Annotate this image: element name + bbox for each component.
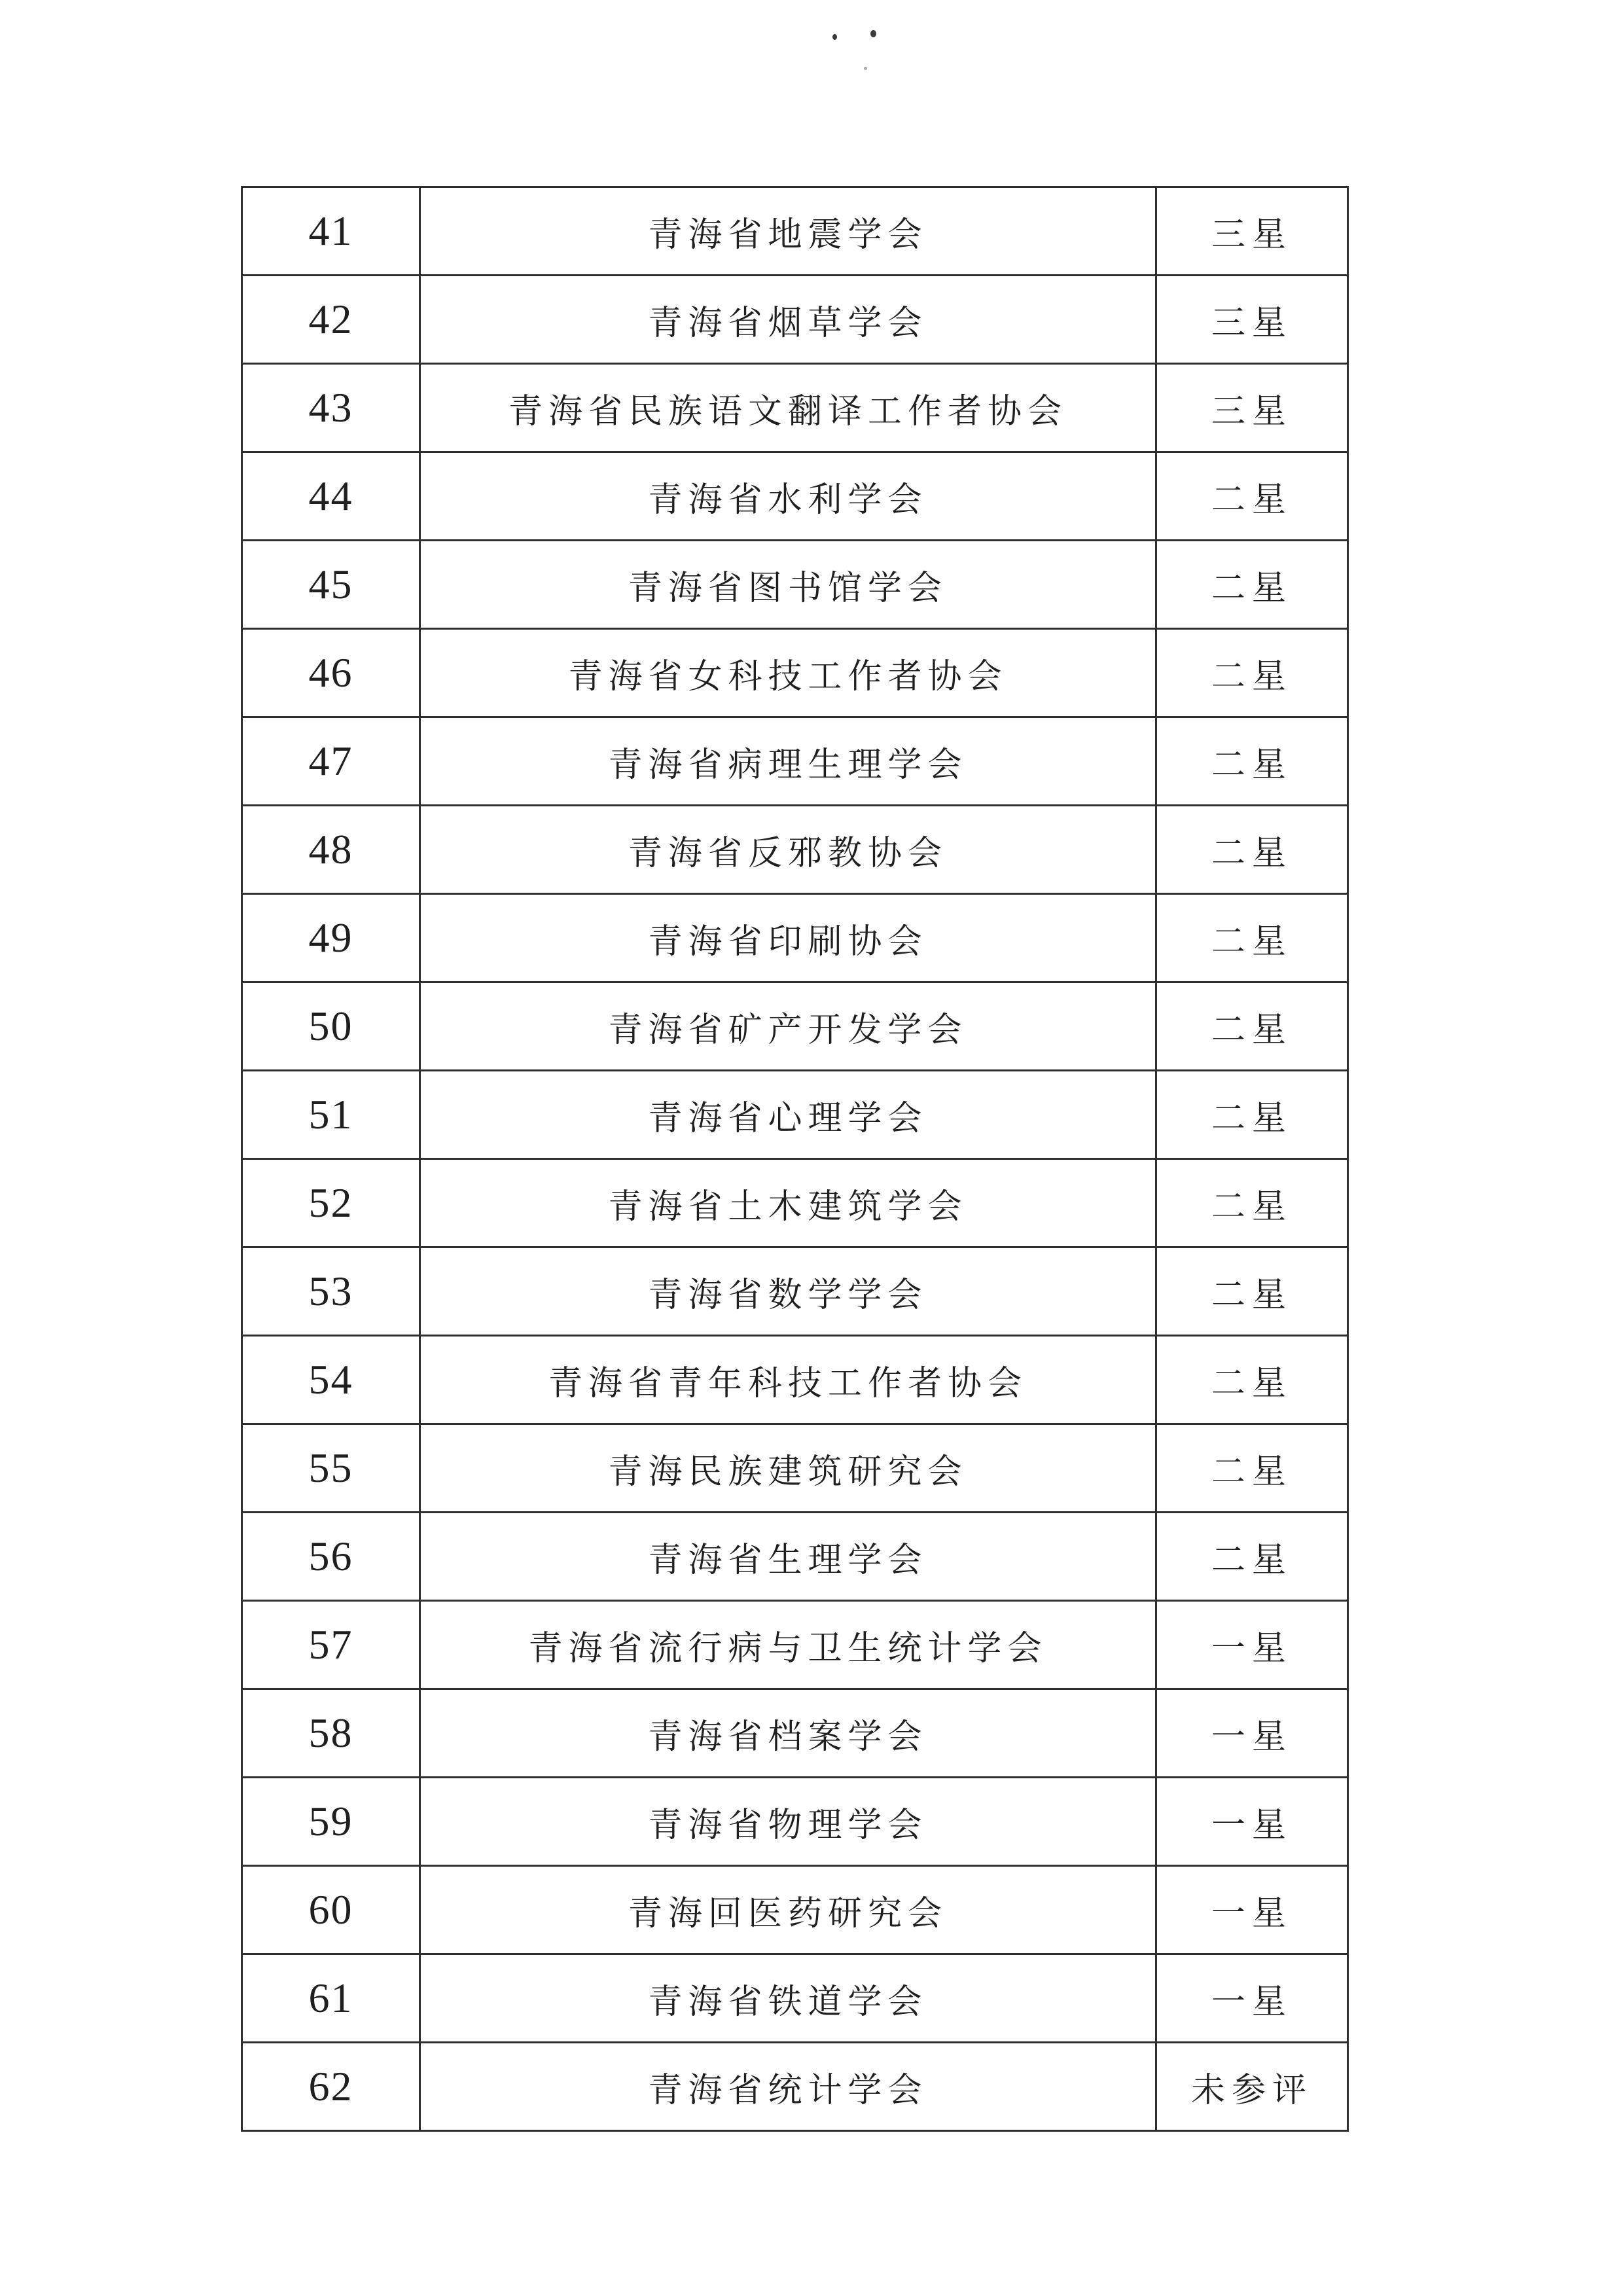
row-number: 62 <box>242 2043 420 2131</box>
star-rating: 二星 <box>1156 452 1348 541</box>
org-name: 青海省民族语文翻译工作者协会 <box>420 364 1156 452</box>
star-rating: 二星 <box>1156 1247 1348 1336</box>
org-name: 青海省图书馆学会 <box>420 541 1156 629</box>
star-rating: 一星 <box>1156 1866 1348 1954</box>
org-name: 青海省地震学会 <box>420 187 1156 276</box>
table-row <box>242 2043 1348 2131</box>
scan-artifact-dot <box>870 30 876 37</box>
row-number: 41 <box>242 187 420 276</box>
org-name: 青海省青年科技工作者协会 <box>420 1336 1156 1424</box>
row-number: 52 <box>242 1159 420 1247</box>
row-number: 47 <box>242 717 420 806</box>
row-number: 61 <box>242 1954 420 2043</box>
table-row <box>242 1866 1348 1954</box>
star-rating: 三星 <box>1156 187 1348 276</box>
row-number: 49 <box>242 894 420 982</box>
star-rating: 二星 <box>1156 541 1348 629</box>
row-number: 55 <box>242 1424 420 1513</box>
table-row <box>242 541 1348 629</box>
org-name: 青海省土木建筑学会 <box>420 1159 1156 1247</box>
star-rating: 二星 <box>1156 717 1348 806</box>
org-name: 青海省女科技工作者协会 <box>420 629 1156 717</box>
star-rating: 二星 <box>1156 806 1348 894</box>
scan-artifact-dot <box>832 34 837 40</box>
star-rating: 二星 <box>1156 1159 1348 1247</box>
star-rating: 二星 <box>1156 1424 1348 1513</box>
table-row <box>242 1689 1348 1778</box>
org-name: 青海省流行病与卫生统计学会 <box>420 1601 1156 1689</box>
org-name: 青海省水利学会 <box>420 452 1156 541</box>
org-name: 青海省反邪教协会 <box>420 806 1156 894</box>
org-name: 青海省铁道学会 <box>420 1954 1156 2043</box>
org-name: 青海省烟草学会 <box>420 276 1156 364</box>
table-row <box>242 982 1348 1071</box>
row-number: 50 <box>242 982 420 1071</box>
star-rating: 二星 <box>1156 894 1348 982</box>
org-name: 青海省矿产开发学会 <box>420 982 1156 1071</box>
table-row <box>242 1601 1348 1689</box>
table-row <box>242 629 1348 717</box>
scan-artifact-dot <box>864 67 867 70</box>
org-name: 青海省数学学会 <box>420 1247 1156 1336</box>
table-row <box>242 1954 1348 2043</box>
star-rating: 二星 <box>1156 982 1348 1071</box>
table-row <box>242 806 1348 894</box>
row-number: 51 <box>242 1071 420 1159</box>
table-row <box>242 1513 1348 1601</box>
table-row <box>242 1778 1348 1866</box>
row-number: 54 <box>242 1336 420 1424</box>
org-name: 青海省统计学会 <box>420 2043 1156 2131</box>
star-rating: 二星 <box>1156 1513 1348 1601</box>
org-name: 青海省生理学会 <box>420 1513 1156 1601</box>
star-rating: 三星 <box>1156 276 1348 364</box>
row-number: 42 <box>242 276 420 364</box>
org-name: 青海民族建筑研究会 <box>420 1424 1156 1513</box>
table-row <box>242 1247 1348 1336</box>
table-row <box>242 452 1348 541</box>
table-row <box>242 717 1348 806</box>
star-rating: 一星 <box>1156 1689 1348 1778</box>
row-number: 48 <box>242 806 420 894</box>
table-row <box>242 1336 1348 1424</box>
star-rating-table <box>241 186 1349 2132</box>
star-rating: 二星 <box>1156 1071 1348 1159</box>
table-row <box>242 187 1348 276</box>
star-rating: 一星 <box>1156 1954 1348 2043</box>
org-name: 青海回医药研究会 <box>420 1866 1156 1954</box>
row-number: 56 <box>242 1513 420 1601</box>
row-number: 59 <box>242 1778 420 1866</box>
table-row <box>242 1424 1348 1513</box>
star-rating: 一星 <box>1156 1601 1348 1689</box>
row-number: 44 <box>242 452 420 541</box>
org-name: 青海省物理学会 <box>420 1778 1156 1866</box>
row-number: 46 <box>242 629 420 717</box>
table-row <box>242 1159 1348 1247</box>
table-row <box>242 1071 1348 1159</box>
org-name: 青海省病理生理学会 <box>420 717 1156 806</box>
star-rating: 一星 <box>1156 1778 1348 1866</box>
row-number: 53 <box>242 1247 420 1336</box>
org-name: 青海省印刷协会 <box>420 894 1156 982</box>
row-number: 43 <box>242 364 420 452</box>
rating-table-container <box>241 186 1349 2132</box>
star-rating: 未参评 <box>1156 2043 1348 2131</box>
table-row <box>242 364 1348 452</box>
star-rating: 三星 <box>1156 364 1348 452</box>
row-number: 58 <box>242 1689 420 1778</box>
row-number: 60 <box>242 1866 420 1954</box>
rating-table-body <box>242 187 1348 2131</box>
org-name: 青海省心理学会 <box>420 1071 1156 1159</box>
row-number: 45 <box>242 541 420 629</box>
table-row <box>242 276 1348 364</box>
star-rating: 二星 <box>1156 1336 1348 1424</box>
table-row <box>242 894 1348 982</box>
star-rating: 二星 <box>1156 629 1348 717</box>
row-number: 57 <box>242 1601 420 1689</box>
org-name: 青海省档案学会 <box>420 1689 1156 1778</box>
